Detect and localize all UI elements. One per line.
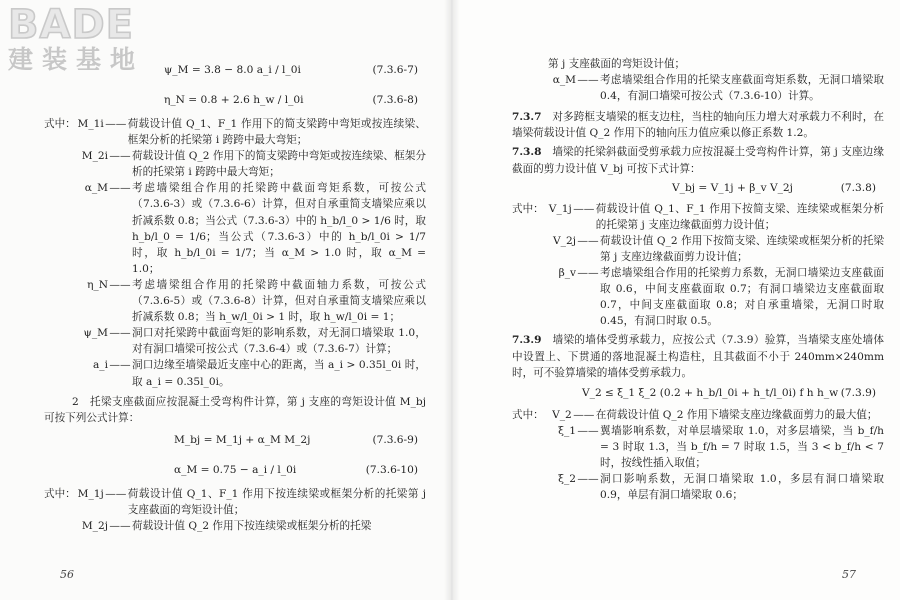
clause-number: 7.3.9 [512, 334, 542, 347]
definition-text: 翼墙影响系数，对单层墙梁取 1.0，对多层墙梁，当 b_f/h = 3 时取 1.3，当 b_f/h = 7 时取 1.5，当 3 < b_f/h < 7 时，按线性插入取值； [600, 424, 884, 469]
definition-lead: 式中： [44, 118, 76, 130]
equation-text: M_bj = M_1j + α_M M_2j [174, 433, 311, 446]
equation-7-3-6-9 [44, 426, 426, 456]
definition-dash: —— [109, 359, 131, 372]
definition-dash: —— [109, 278, 131, 291]
equation-number: (7.3.8) [840, 181, 876, 194]
definition-dash: —— [577, 234, 599, 247]
definition-text: 荷载设计值 Q_2 作用下按连续梁或框架分析的托梁 [132, 519, 372, 532]
definition-symbol: V_2j [553, 234, 576, 247]
equation-7-3-6-8 [44, 86, 426, 116]
definition-text: 荷载设计值 Q_2 作用下按简支梁、连续梁或框架分析的托梁第 j 支座边缘截面剪力设计值； [600, 234, 884, 263]
definition-item [44, 518, 426, 534]
equation-7-3-6-7 [44, 56, 426, 86]
definition-item [512, 471, 884, 503]
definition-symbol: M_2j [81, 519, 108, 532]
definition-dash: —— [109, 327, 131, 340]
definition-symbol: V_1j [548, 202, 572, 215]
definition-text: 考虑墙梁组合作用的托梁支座截面弯矩系数，无洞口墙梁取 0.4，有洞口墙梁可按公式（7.3.6-10）计算。 [600, 74, 884, 103]
page-number-left: 56 [60, 568, 74, 582]
clause-7-3-9 [512, 332, 884, 380]
clause-text: 墙梁的托梁斜截面受剪承载力应按混凝土受弯构件计算，第 j 支座边缘截面的剪力设计值 V_bj 可按下式计算： [512, 146, 884, 175]
logo-subtitle: 建装基地 [8, 45, 145, 74]
equation-number: (7.3.6-8) [372, 94, 418, 106]
equation-number: (7.3.6-9) [372, 433, 418, 446]
definition-dash: —— [109, 519, 131, 532]
definition-dash: —— [577, 424, 599, 437]
definition-dash: —— [577, 74, 599, 87]
definition-symbol: ξ_1 [558, 424, 576, 437]
definition-item [512, 233, 884, 265]
definition-symbol: M_2i [81, 150, 108, 163]
clause-7-3-7 [512, 109, 884, 141]
book-gutter-shadow [444, 0, 460, 600]
equation-text: α_M = 0.75 − a_i / l_0i [174, 463, 297, 476]
clause-7-3-8 [512, 144, 884, 176]
equation-text: V_2 ≤ ξ_1 ξ_2 (0.2 + h_b/l_0i + h_t/l_0i) f h h_w [582, 386, 839, 399]
definition-dash: —— [577, 267, 599, 280]
clause-text: 对多跨框支墙梁的框支边柱，当柱的轴向压力增大对承载力不利时，在墙梁荷载设计值 Q_2 作用下的轴向压力值应乘以修正系数 1.2。 [512, 111, 884, 140]
definition-symbol: M_1i [77, 118, 104, 130]
equation-7-3-8 [512, 177, 884, 201]
definition-item [512, 407, 884, 423]
equation-text: η_N = 0.8 + 2.6 h_w / l_0i [164, 94, 304, 106]
definition-text: 洞口对托梁跨中截面弯矩的影响系数，对无洞口墙梁取 1.0，对有洞口墙梁可按公式（7.3.6-4）或（7.3.6-7）计算； [132, 327, 426, 356]
definition-dash: —— [105, 118, 127, 130]
definition-text: 荷载设计值 Q_2 作用下的简支梁跨中弯矩或按连续梁、框架分析的托梁第 i 跨跨中最大弯矩； [132, 150, 426, 179]
definition-lead: 式中： [512, 202, 544, 215]
definition-item [44, 486, 426, 518]
definition-item [44, 116, 426, 148]
definition-dash: —— [109, 150, 131, 163]
right-page-content [512, 56, 884, 503]
definition-item [512, 423, 884, 471]
equation-7-3-6-10 [44, 456, 426, 486]
definition-symbol: M_1j [77, 487, 104, 500]
definition-text: 考虑墙梁组合作用的托梁跨中截面轴力系数，可按公式（7.3.6-5）或（7.3.6-8）计算，但对自承重简支墙梁应乘以折减系数 0.8；当 h_w/l_0i > 1 时，取 h_w/l_0i = 1； [132, 278, 426, 324]
definition-text: 考虑墙梁组合作用的托梁跨中截面弯矩系数，可按公式（7.3.6-3）或（7.3.6-6）计算，但对自承重简支墙梁应乘以折减系数 0.8；当公式（7.3.6-3）中的 h_b/l_0 > 1/6 时，取 h_b/l_0 = 1/6；当公式（7.3.6-3）中的 h_b/l_0i > 1/7 时，取 h_b/l_0i = 1/7；当 α_M > 1.0 时，取 α_M = 1.0； [132, 182, 426, 275]
definition-symbol: η_N [87, 278, 108, 291]
definition-item [44, 180, 426, 277]
equation-number: (7.3.6-10) [365, 463, 418, 476]
logo-bade: BADE [8, 2, 134, 48]
equation-number: (7.3.9) [840, 386, 876, 399]
definition-item [512, 265, 884, 329]
equation-text: ψ_M = 3.8 − 8.0 a_i / l_0i [164, 64, 301, 76]
definition-dash: —— [109, 182, 131, 195]
definition-item [44, 325, 426, 357]
definition-dash: —— [105, 487, 127, 500]
page-number-right: 57 [842, 568, 856, 582]
definition-text: 荷载设计值 Q_1、F_1 作用下按连续梁或框架分析的托梁第 j 支座截面的弯矩设计值； [127, 487, 426, 516]
definition-lead: 式中： [512, 408, 544, 421]
right-page [452, 0, 900, 600]
clause-number: 7.3.7 [512, 111, 542, 124]
definition-item [44, 357, 426, 389]
definition-text: 洞口影响系数，无洞口墙梁取 1.0，多层有洞口墙梁取 0.9，单层有洞口墙梁取 0.6； [600, 473, 884, 502]
definition-dash: —— [577, 473, 599, 486]
item-2-paragraph: 2 托梁支座截面应按混凝土受弯构件计算，第 j 支座的弯矩设计值 M_bj 可按下列公式计算： [44, 395, 426, 424]
definition-text: 荷载设计值 Q_1、F_1 作用下按简支梁、连续梁或框架分析的托梁第 j 支座边缘截面剪力设计值； [595, 202, 884, 231]
definition-item [512, 72, 884, 104]
definition-symbol: V_2 [552, 408, 572, 421]
definition-text: 荷载设计值 Q_1、F_1 作用下的简支梁跨中弯矩或按连续梁、框架分析的托梁第 i 跨跨中最大弯矩； [127, 118, 426, 147]
definition-symbol: α_M [84, 182, 108, 195]
definition-symbol: β_v [558, 267, 576, 280]
definition-lead: 式中： [44, 487, 76, 500]
definition-symbol: a_i [92, 359, 108, 372]
definition-text: 在荷载设计值 Q_2 作用下墙梁支座边缘截面剪力的最大值； [595, 408, 878, 421]
definition-text: 洞口边缘至墙梁最近支座中心的距离，当 a_i > 0.35l_0i 时，取 a_i = 0.35l_0i。 [132, 359, 426, 388]
definition-symbol: ψ_M [83, 327, 108, 340]
equation-7-3-9 [512, 381, 884, 407]
definition-symbol: α_M [552, 74, 576, 87]
clause-number: 7.3.8 [512, 146, 542, 159]
equation-text: V_bj = V_1j + β_v V_2j [672, 181, 793, 194]
continued-text: 第 j 支座截面的弯矩设计值； [548, 58, 686, 70]
left-page-content [44, 56, 426, 534]
definition-item [44, 148, 426, 180]
definition-symbol: ξ_2 [558, 473, 576, 486]
definition-text: 考虑墙梁组合作用的托梁剪力系数，无洞口墙梁边支座截面取 0.6，中间支座截面取 0.7；有洞口墙梁边支座截面取 0.7，中间支座截面取 0.8；对自承重墙梁，无洞口时取 0.45，有洞口时取 0.5。 [600, 267, 884, 328]
definition-dash: —— [573, 202, 595, 215]
clause-text: 墙梁的墙体受剪承载力，应按公式（7.3.9）验算，当墙梁支座处墙体中设置上、下贯通的落地混凝土构造柱，且其截面不小于 240mm×240mm 时，可不验算墙梁的墙体受剪承载力。 [512, 334, 885, 379]
definition-item [512, 201, 884, 233]
equation-number: (7.3.6-7) [372, 64, 418, 76]
definition-dash: —— [573, 408, 595, 421]
definition-item [44, 277, 426, 325]
